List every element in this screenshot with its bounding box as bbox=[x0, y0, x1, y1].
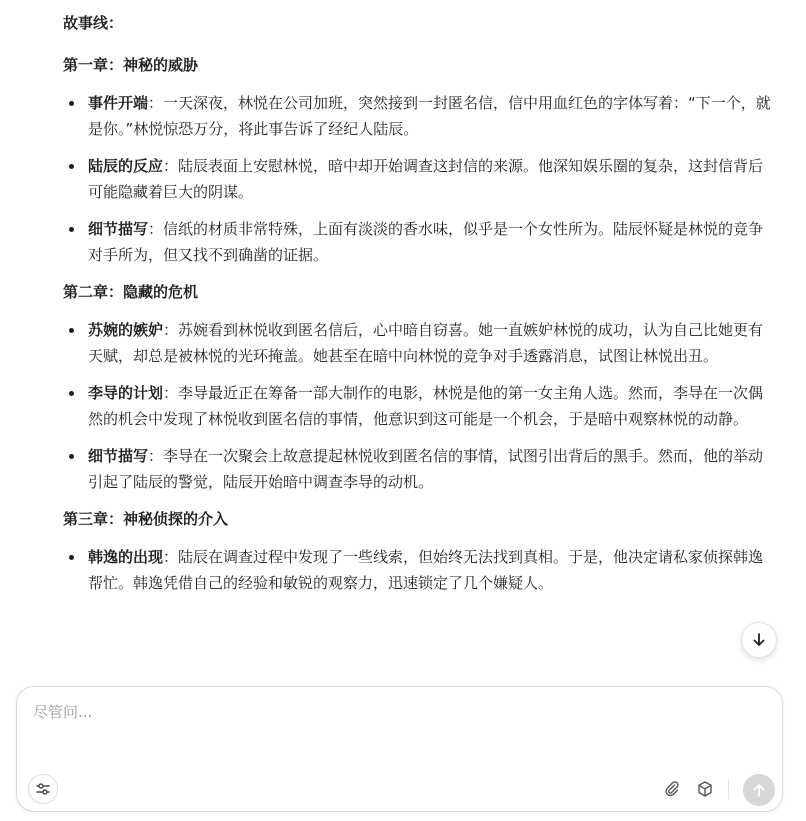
story-heading: 故事线： bbox=[63, 14, 124, 32]
chapter-2-list bbox=[63, 317, 773, 495]
toolbar-divider bbox=[728, 779, 729, 799]
item-text: ：苏婉看到林悦收到匿名信后，心中暗自窃喜。她一直嫉妒林悦的成功，认为自己比她更有天赋，却总是被林悦的光环掩盖。她甚至在暗中向林悦的竞争对手透露消息，试图让林悦出丑。 bbox=[88, 321, 764, 365]
chapter-2-title: 第二章：隐藏的危机 bbox=[63, 283, 199, 301]
item-text: ：陆辰在调查过程中发现了一些线索，但始终无法找到真相。于是，他决定请私家侦探韩逸帮忙。韩逸凭借自己的经验和敏锐的观察力，迅速锁定了几个嫌疑人。 bbox=[88, 548, 764, 592]
list-item bbox=[63, 544, 773, 596]
item-term: 苏婉的嫉妒 bbox=[88, 321, 164, 339]
item-text: ：李导最近正在筹备一部大制作的电影，林悦是他的第一女主角人选。然而，李导在一次偶然的机会中发现了林悦收到匿名信的事情，他意识到这可能是一个机会，于是暗中观察林悦的动静。 bbox=[88, 384, 764, 428]
cube-icon bbox=[696, 780, 714, 798]
paperclip-icon bbox=[663, 780, 681, 798]
list-item bbox=[63, 317, 773, 369]
cube-button[interactable] bbox=[693, 777, 717, 801]
item-term: 细节描写 bbox=[88, 447, 149, 465]
item-term: 陆辰的反应 bbox=[88, 157, 164, 175]
chapter-1-list bbox=[63, 90, 773, 268]
send-button[interactable] bbox=[743, 774, 775, 806]
chapter-3-list bbox=[63, 544, 773, 596]
tools-button[interactable] bbox=[28, 774, 58, 804]
list-item bbox=[63, 90, 773, 142]
prompt-input[interactable] bbox=[33, 699, 753, 725]
sliders-icon bbox=[35, 781, 51, 797]
arrow-down-icon bbox=[751, 632, 767, 648]
item-text: ：一天深夜，林悦在公司加班，突然接到一封匿名信，信中用血红色的字体写着：“下一个，就是你。”林悦惊恐万分，将此事告诉了经纪人陆辰。 bbox=[88, 94, 771, 138]
item-term: 李导的计划 bbox=[88, 384, 164, 402]
item-term: 细节描写 bbox=[88, 220, 149, 238]
composer bbox=[16, 686, 783, 812]
list-item bbox=[63, 443, 773, 495]
list-item bbox=[63, 216, 773, 268]
attach-button[interactable] bbox=[660, 777, 684, 801]
scroll-down-button[interactable] bbox=[741, 622, 777, 658]
list-item bbox=[63, 153, 773, 205]
arrow-up-icon bbox=[751, 782, 767, 798]
assistant-message bbox=[63, 10, 773, 607]
chapter-3-title: 第三章：神秘侦探的介入 bbox=[63, 510, 229, 528]
item-term: 韩逸的出现 bbox=[88, 548, 164, 566]
chapter-1-title: 第一章：神秘的威胁 bbox=[63, 56, 199, 74]
item-text: ：信纸的材质非常特殊，上面有淡淡的香水味，似乎是一个女性所为。陆辰怀疑是林悦的竞争对手所为，但又找不到确凿的证据。 bbox=[88, 220, 764, 264]
item-text: ：李导在一次聚会上故意提起林悦收到匿名信的事情，试图引出背后的黑手。然而，他的举动引起了陆辰的警觉，陆辰开始暗中调查李导的动机。 bbox=[88, 447, 764, 491]
item-term: 事件开端 bbox=[88, 94, 149, 112]
list-item bbox=[63, 380, 773, 432]
item-text: ：陆辰表面上安慰林悦，暗中却开始调查这封信的来源。他深知娱乐圈的复杂，这封信背后可能隐藏着巨大的阴谋。 bbox=[88, 157, 764, 201]
